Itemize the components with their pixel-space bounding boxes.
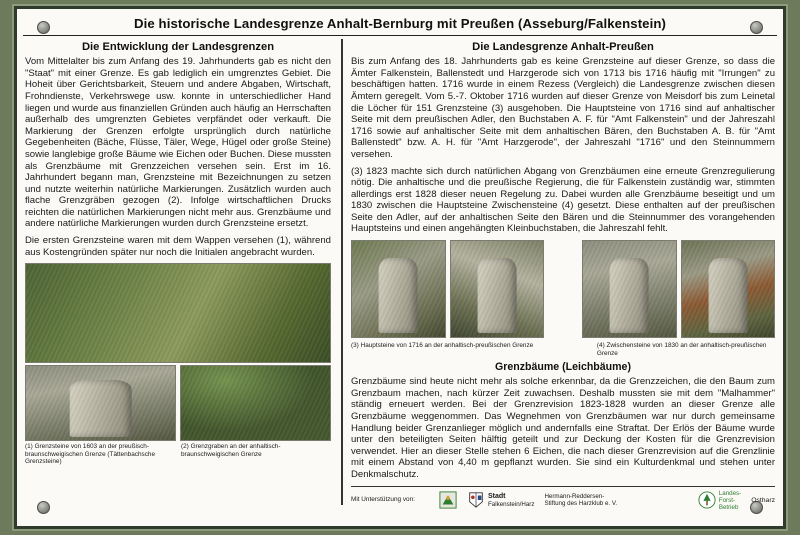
forst-line2: Forst- bbox=[718, 496, 735, 504]
photo-cell-zwischenstein-b bbox=[681, 240, 776, 338]
zwischenstein-1830-photo-a bbox=[582, 240, 677, 338]
photo-cell-hauptstein-b bbox=[450, 240, 545, 338]
city-logo-line1: Stadt bbox=[488, 492, 506, 500]
forest-path-photo bbox=[25, 263, 331, 363]
stone-shape bbox=[610, 258, 649, 333]
zwischenstein-1830-photo-b bbox=[681, 240, 776, 338]
right-photo-row bbox=[351, 240, 775, 338]
city-logo bbox=[467, 491, 534, 509]
forst-logo-text bbox=[719, 490, 741, 511]
right-paragraph-2: (3) 1823 machte sich durch natürlichen Abgang von Grenzbäumen eine erneute Grenzregulierung nötig. Die anhaltische und die preußische Regierung, die für Falkenstein zuständig war, stimmten allerdings erst 1828 dieser neuen Regelung zu. Dabei wurden alle Grenzbäume beseitigt und um 1830 zwischen die Hauptsteine Zwischensteine (4) gesetzt. Diese enthalten auf der preußischen Seite den Adler, auf der anhaltischen Seite den Bären und die Steinnummer des vorangehenden Hauptsteins und einen angehängten Kleinbuchstaben, die Jahreszahl fehlt. bbox=[351, 165, 775, 235]
left-paragraph-1: Vom Mittelalter bis zum Anfang des 19. Jahrhunderts gab es nicht den "Staat" mit einer Grenze. Es gab lediglich ein umgrenztes Gebiet. Die Hoheit über Gerichtsbarkeit, Steuern und andere Abgaben, Wirtschaft, Frohndienste, Verkehrswege usw. konnte in unterschiedlicher Hand liegen und wurde aus finanziellen Gründen auch häufig an Herrschaften außerhalb des umgrenzten Gebietes verpfändet oder verkauft. Die Markierung der Grenzen erfolgte ursprünglich durch natürliche Gegebenheiten (Bäche, Flüsse, Täler, Wege, Hügel oder große Steine) sowie langlebige große Bäume wie Eichen oder Buchen. Diese mussten als Grenzbäume mit Grenzzeichen versehen sein. Erst im 16. Jahrhundert begann man, Grenzsteine mit Bezeichnungen zu setzen und nutzte weiterhin natürliche Markierungen. Zusätzlich wurden auch flache Grenzgräben gezogen (2). Infolge wirtschaftlichen Drucks reichten die natürlichen Markierungen nicht mehr aus. Grenzbäume und andere natürliche Markierungen wurden durch Grenzsteine ersetzt. bbox=[25, 56, 331, 230]
page-title: Die historische Landesgrenze Anhalt-Bernburg mit Preußen (Asseburg/Falkenstein) bbox=[133, 16, 667, 31]
city-crest-icon bbox=[467, 491, 485, 509]
subsection-paragraph-1: Grenzbäume sind heute nicht mehr als solche erkennbar, da die Grenzzeichen, die den Baum zum Grenzbaum machen, nach kürzer Zeit zuwachsen. Deshalb mussten sie mit dem "Malhammer" ständig erneuert werden. Bei der Grenzrevision 1823-1828 wurden an dieser Grenze alle Grenzbäume weggenommen. Das Wegnehmen von Grenzbäumen war nur durch gemeinsame Handlung beider Grenzanlieger möglich und andernfalls eine Straftat. Der Erlös der Bäume wurde unter den beteiligten Seiten hälftig geteilt und zur Deckung der Kosten für die Grenzrevision verwendet. Hier an dieser Stelle stehen 6 Eichen, die nach dieser Grenzrevision auf die Grenzlinie mit einem Abstand von 4,40 m gepflanzt wurden. Sie sind ein Kulturdenkmal und stehen unter Denkmalschutz. bbox=[351, 376, 775, 480]
caption-photo-1: (1) Grenzsteine von 1603 an der preußisch-braunschweigischen Grenze (Tättenbachsche Grenzsteine) bbox=[25, 443, 156, 466]
stone-shape bbox=[69, 380, 132, 438]
caption-gap bbox=[546, 340, 597, 357]
caption-photo-2: (2) Grenzgraben an der anhaltisch-braunschweigischen Grenze bbox=[181, 443, 281, 458]
left-column bbox=[23, 39, 337, 505]
left-photo-cell-2 bbox=[180, 365, 331, 441]
right-captions bbox=[351, 340, 775, 357]
subsection-heading: Grenzbäume (Leichbäume) bbox=[495, 361, 631, 374]
footer-support-text: Mit Unterstützung von: bbox=[351, 496, 415, 504]
stone-shape bbox=[477, 258, 516, 333]
caption-zwischenstein: (4) Zwischensteine von 1830 an der anhaltisch-preußischen Grenze bbox=[596, 342, 767, 357]
left-photo-cell-1 bbox=[25, 365, 176, 441]
boundary-ditch-photo bbox=[180, 365, 331, 441]
tree-icon bbox=[698, 491, 716, 509]
photo-cell-zwischenstein-a bbox=[582, 240, 677, 338]
information-board bbox=[14, 6, 786, 529]
column-divider bbox=[341, 39, 343, 505]
footer bbox=[351, 486, 775, 511]
left-section-heading: Die Entwicklung der Landesgrenzen bbox=[81, 41, 275, 54]
boundary-stone-1603-photo bbox=[25, 365, 176, 441]
right-column bbox=[347, 39, 777, 511]
ostharz-label: Ostharz bbox=[751, 496, 775, 504]
forst-line1: Landes- bbox=[718, 489, 742, 497]
caption-hauptstein: (3) Hauptsteine von 1716 an der anhaltisch-preußischen Grenze bbox=[351, 342, 534, 350]
left-photo-row bbox=[25, 365, 331, 441]
left-paragraph-2: Die ersten Grenzsteine waren mit dem Wappen versehen (1), während aus Kostengründen später nur noch die Initialen angebracht wurden. bbox=[25, 235, 331, 258]
landesforstbetrieb-logo bbox=[698, 490, 741, 511]
hermann-reddersen-logo bbox=[544, 493, 617, 507]
screw-top-left bbox=[37, 21, 50, 34]
stone-shape bbox=[379, 258, 418, 333]
right-paragraph-1: Bis zum Anfang des 18. Jahrhunderts gab es keine Grenzsteine auf dieser Grenze, so dass die Ämter Falkenstein, Ballenstedt und Harzgerode sich von 1713 bis 1716 häufig mit "Irrungen" zu beschäftigen hatten. 1716 wurde in einem Rezess (Vergleich) die Landesgrenze zwischen diesen Ämtern geregelt. Vom 5.-7. Oktober 1716 wurden auf dieser Grenze von Meisdorf bis zum Leinetal die Löcher für 151 Grenzsteine (3) ausgehoben. Die Hauptsteine von 1716 sind auf anhaltischer Seite mit dem preußischen Adler, den Buchstaben A. F. für "Amt Falkenstein" und der Jahreszahl 1716 sowie auf anhaltischer Seite mit dem anhaltischen Bären, den Buchstaben A. B. für "Amt Ballenstedt" bzw. A. H. für "Amt Harzgerode", der Jahreszahl "1716" und den Steinnummern versehen. bbox=[351, 56, 775, 160]
hermann-reddersen-text bbox=[544, 493, 617, 507]
hauptstein-1716-photo-a bbox=[351, 240, 446, 338]
stiftung-logo-icon bbox=[439, 491, 457, 509]
stiftung-logo bbox=[439, 491, 457, 509]
right-section-heading: Die Landesgrenze Anhalt-Preußen bbox=[472, 41, 654, 54]
city-logo-text bbox=[488, 493, 534, 508]
photo-cell-spacer bbox=[548, 240, 578, 338]
city-logo-line2: Falkenstein/Harz bbox=[488, 500, 535, 508]
stone-shape bbox=[708, 258, 747, 333]
hr-line2: Stiftung des Harzklub e. V. bbox=[544, 500, 618, 508]
forst-line3: Betrieb bbox=[718, 503, 739, 511]
left-captions bbox=[25, 441, 331, 466]
screw-top-right bbox=[750, 21, 763, 34]
content-columns bbox=[23, 39, 777, 511]
hauptstein-1716-photo-b bbox=[450, 240, 545, 338]
hr-line1: Hermann-Reddersen- bbox=[544, 493, 605, 501]
title-divider bbox=[23, 35, 777, 36]
photo-cell-hauptstein-a bbox=[351, 240, 446, 338]
